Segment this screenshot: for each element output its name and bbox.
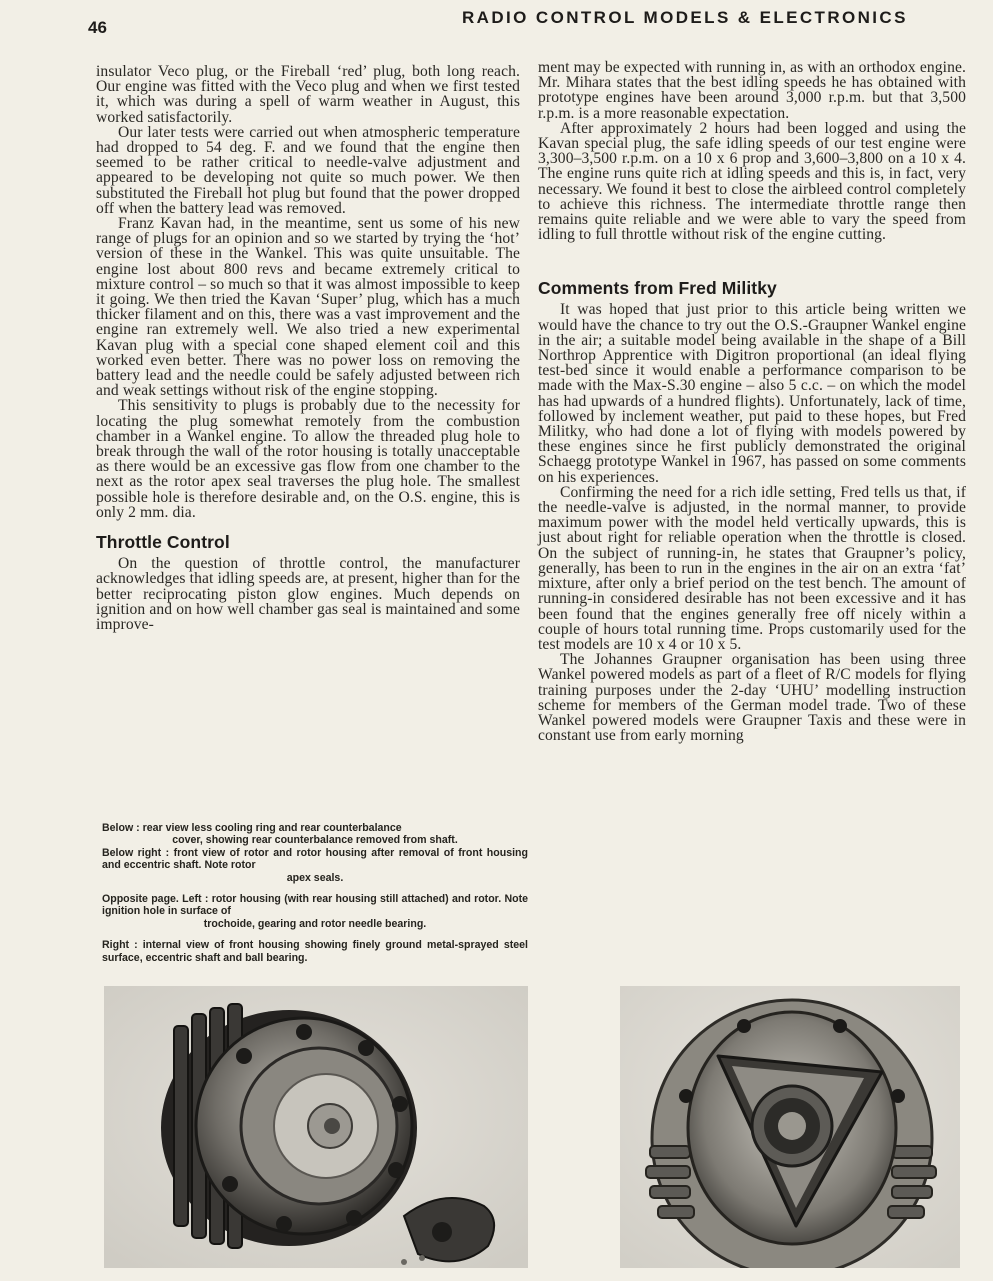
caption-opposite-line-1: Opposite page. Left : rotor housing (with rear housing still attached) and rotor. Note ignition hole in surface of <box>102 893 528 918</box>
article-paragraph: After approximately 2 hours had been logged and using the Kavan special plug, the safe idling speeds of our test engine were 3,300–3,500 r.p.m. on a 10 x 6 prop and 3,600–3,800 on a 10 x 4. The engine runs quite rich at idling speeds and this is, in fact, very necessary. We found it best to close the airbleed control completely to achieve this richness. The intermediate throttle range then remains quite reliable and we were able to vary the speed from idling to full throttle without risk of the engine cutting. <box>538 119 966 244</box>
article-paragraph: Confirming the need for a rich idle setting, Fred tells us that, if the needle-valve is adjusted, in the normal manner, to provide maximum power with the model held vertically upwards, this is just about right for reliable operation when the throttle is closed. On the subject of running-in, he states that Graupner’s policy, generally, has been to run in the engines in the air on an extra ‘fat’ mixture, after only a brief period on the test bench. The amount of running-in considered desirable has not been excessive and it has been found that the engines generally free off nicely within a couple of hours total running time. Props customarily used for the test models are 10 x 4 or 10 x 5. <box>538 483 966 653</box>
caption-right: Right : internal view of front housing showing finely ground metal-sprayed steel surface, eccentric shaft and ball bearing. <box>102 939 528 964</box>
article-paragraph: It was hoped that just prior to this article being written we would have the chance to try out the O.S.-Graupner Wankel engine in the air; a suitable model being available in the shape of a Bill Northrop Apprentice with Digitron proportional (an ideal flying test-bed since it would enable a performance comparison to be made with the Max-S.30 engine – also 5 c.c. – on which the model has had upwards of a hundred flights). Unfortunately, lack of time, followed by inclement weather, put paid to these hopes, but Fred Militky, who had done a lot of flying with models powered by these engines since he first publicly demonstrated the original Schaegg prototype Wankel in 1967, has passed on some comments on his experiences. <box>538 301 966 486</box>
article-paragraph: The Johannes Graupner organisation has been using three Wankel powered models as part of a fleet of R/C models for flying training purposes under the 2-day ‘UHU’ modelling instruction scheme for members of the German model trade. Two of these Wankel powered models were Graupner Taxis and these were in constant use from early morning <box>538 651 966 745</box>
photo-captions <box>102 822 528 973</box>
article-paragraph: This sensitivity to plugs is probably due to the necessity for locating the plug somewhat remotely from the combustion chamber in a Wankel engine. To allow the threaded plug hole to break through the wall of the rotor housing is totally unacceptable as there would be an excessive gas flow from one chamber to the next as the rotor apex seal traverses the plug hole. The smallest possible hole is therefore desirable and, on the O.S. engine, this is only 2 mm. dia. <box>96 397 520 521</box>
article-paragraph: ment may be expected with running in, as with an orthodox engine. Mr. Mihara states that the best idling speeds he has obtained with prototype engines have been around 3,000 r.p.m. but that 3,500 r.p.m. is a more reasonable expectation. <box>538 59 966 122</box>
section-heading-comments: Comments from Fred Militky <box>538 278 777 299</box>
caption-opposite-line-2: trochoide, gearing and rotor needle bearing. <box>203 917 427 930</box>
caption-below-right <box>102 847 528 884</box>
right-column <box>538 60 966 743</box>
caption-below-line-2: cover, showing rear counterbalance removed from shaft. <box>172 834 458 847</box>
article-paragraph: On the question of throttle control, the manufacturer acknowledges that idling speeds are, at present, higher than for the better reciprocating piston glow engines. Much depends on ignition and on how well chamber gas seal is maintained and some improve- <box>96 555 520 633</box>
caption-below-right-line-1: Below right : front view of rotor and rotor housing after removal of front housing and eccentric shaft. Note rotor <box>102 846 528 872</box>
page-number: 46 <box>88 18 107 37</box>
article-paragraph: Franz Kavan had, in the meantime, sent us some of his new range of plugs for an opinion and so we started by trying the ‘hot’ version of these in the Wankel. This was quite unsuitable. The engine lost about 800 revs and became extremely critical to mixture control – so much so that it was almost impossible to keep it going. We then tried the Kavan ‘Super’ plug, which has a much thicker filament and on this, there was a vast improvement and the engine ran extremely well. We also tried a new experimental Kavan plug with a special cone shaped element coil and this worked even better. There was no power loss on removing the battery lead and the needle could be safely adjusted between rich and weak settings without risk of the engine stopping. <box>96 215 520 400</box>
caption-opposite-page <box>102 893 528 930</box>
left-column <box>96 64 520 632</box>
running-head: RADIO CONTROL MODELS & ELECTRONICS <box>462 8 908 27</box>
caption-below <box>102 822 528 847</box>
rotor-housing-front-view-photo <box>620 986 960 1268</box>
article-paragraph: Our later tests were carried out when atmospheric temperature had dropped to 54 deg. F. and we found that the engine then seemed to be rather critical to needle-valve adjustment and appeared to be developing not quite so much power. We then substituted the Fireball hot plug but found that the power dropped off when the battery lead was removed. <box>96 123 520 217</box>
section-heading-throttle-control: Throttle Control <box>96 532 230 553</box>
caption-below-line-1: Below : rear view less cooling ring and rear counterbalance <box>102 822 402 834</box>
caption-below-right-line-2: apex seals. <box>286 871 344 884</box>
engine-rear-view-photo <box>104 986 528 1268</box>
article-paragraph: insulator Veco plug, or the Fireball ‘red’ plug, both long reach. Our engine was fitted with the Veco plug and when we first tested it, which was during a spell of warm weather in August, this worked satisfactorily. <box>96 63 520 126</box>
